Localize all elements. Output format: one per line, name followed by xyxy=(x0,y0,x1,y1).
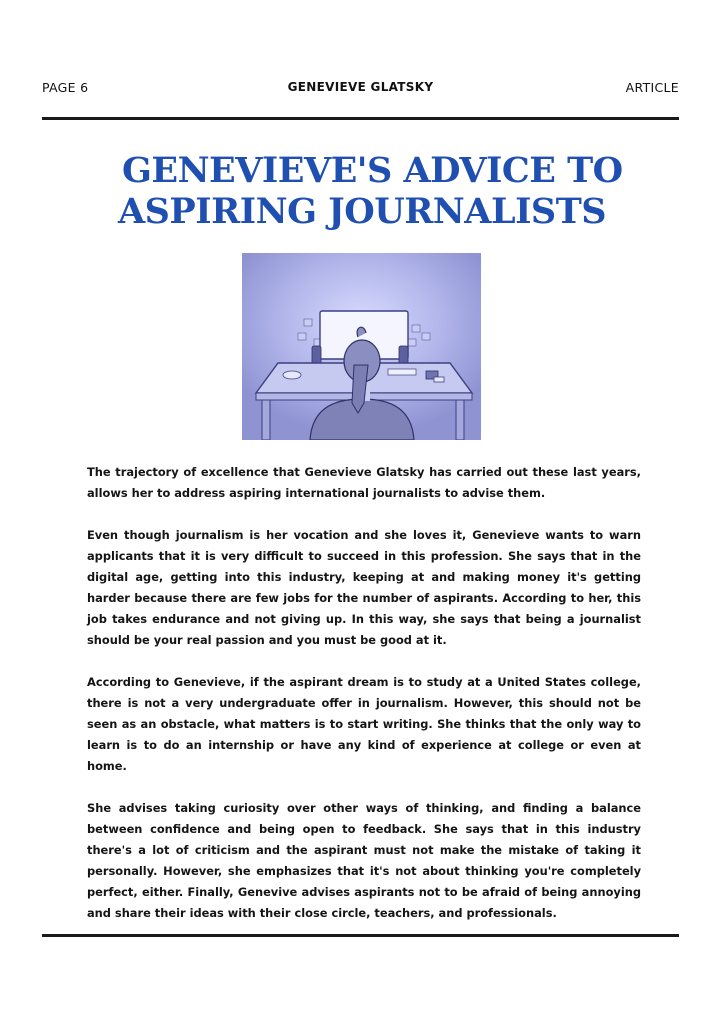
bottom-divider xyxy=(42,934,679,937)
author-name: GENEVIEVE GLATSKY xyxy=(287,80,434,94)
title-line-2: ASPIRING JOURNALISTS xyxy=(118,191,607,232)
journalist-at-desk-illustration xyxy=(242,253,481,440)
top-divider xyxy=(42,117,679,120)
page-header xyxy=(42,80,679,100)
article-body xyxy=(87,462,641,945)
paragraph: The trajectory of excellence that Genevieve Glatsky has carried out these last years, allows her to address aspiring international journalists to advise them. xyxy=(87,465,641,500)
paragraph: Even though journalism is her vocation and she loves it, Genevieve wants to warn applicants that it is very difficult to succeed in this profession. She says that in the digital age, getting into this industry, keeping at and making money it's getting harder because there are few jobs for the number of aspirants. According to her, this job takes endurance and not giving up. In this way, she says that being a journalist should be your real passion and you must be good at it. xyxy=(87,528,641,647)
page-number: PAGE 6 xyxy=(42,80,89,95)
title-line-1: GENEVIEVE'S ADVICE TO xyxy=(122,150,623,191)
paragraph: She advises taking curiosity over other ways of thinking, and finding a balance between confidence and being open to feedback. She says that in this industry there's a lot of criticism and the aspirant must not make the mistake of taking it personally. However, she emphasizes that it's not about thinking you're completely perfect, either. Finally, Genevive advises aspirants not to be afraid of being annoying and share their ideas with their close circle, teachers, and professionals. xyxy=(87,801,641,920)
paragraph: According to Genevieve, if the aspirant dream is to study at a United States college, there is not a very undergraduate offer in journalism. However, this should not be seen as an obstacle, what matters is to start writing. She thinks that the only way to learn is to do an internship or have any kind of experience at college or even at home. xyxy=(87,675,641,773)
article-title xyxy=(118,150,638,232)
section-label: ARTICLE xyxy=(625,80,679,95)
